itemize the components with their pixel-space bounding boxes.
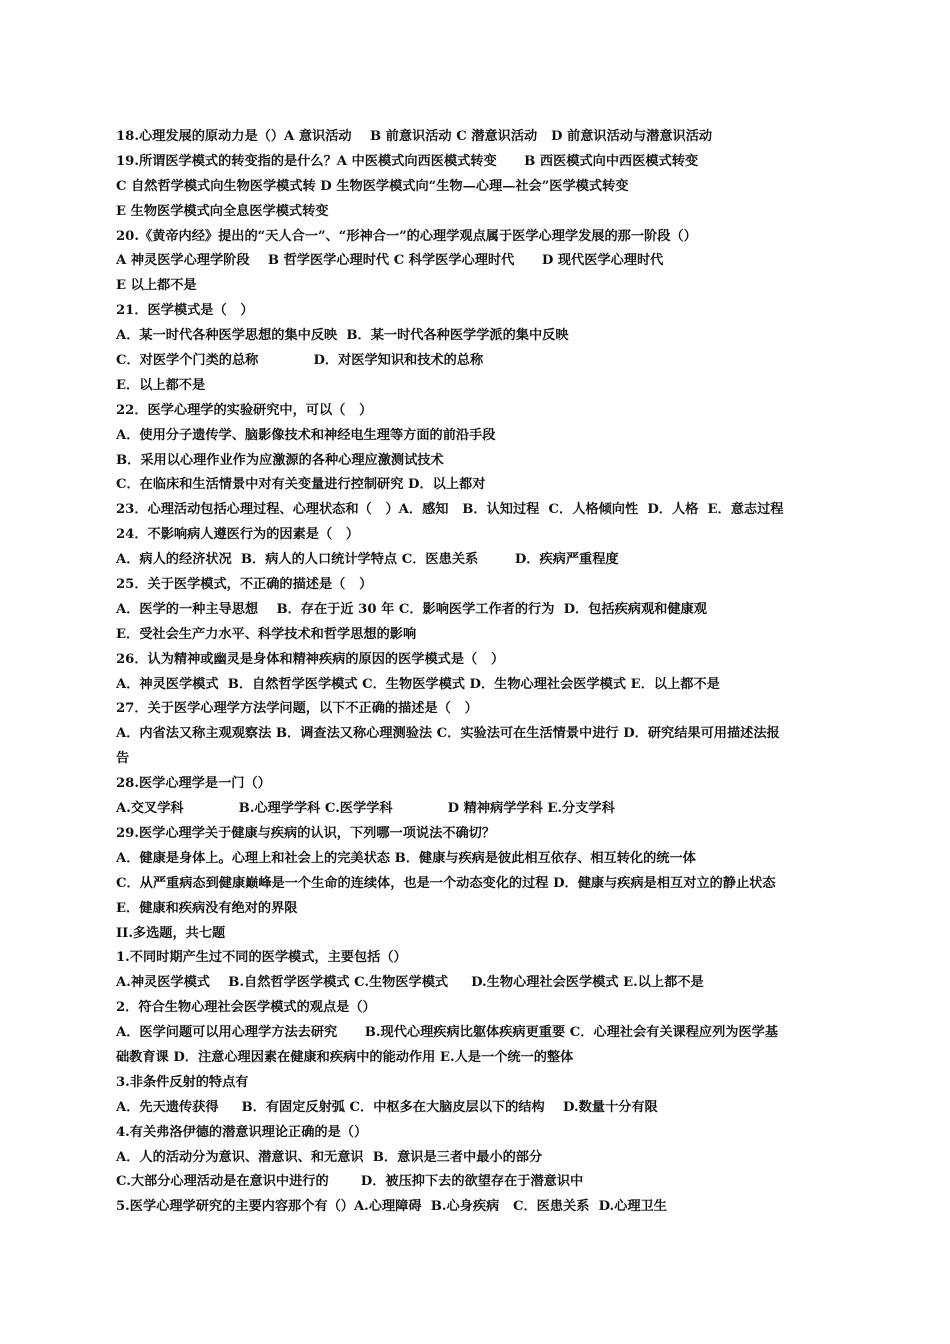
mc-question-1-stem: 1.不同时期产生过不同的医学模式，主要包括（） <box>116 950 407 966</box>
mc-question-4-options-cd: C.大部分心理活动是在意识中进行的 D．被压抑下去的欲望存在于潜意识中 <box>116 1174 584 1190</box>
question-20-options-ad: A 神灵医学心理学阶段 B 哲学医学心理时代 C 科学医学心理时代 D 现代医学心理时代 <box>116 253 664 269</box>
question-27-stem: 27．关于医学心理学方法学问题，以下不正确的描述是（ ） <box>116 701 478 717</box>
question-27-options-cont: 告 <box>116 751 130 767</box>
question-28-options: A.交叉学科 B.心理学学科 C.医学学科 D 精神病学学科 E.分支学科 <box>116 801 615 817</box>
question-28-stem: 28.医学心理学是一门（） <box>116 776 271 792</box>
question-26-options: A．神灵医学模式 B．自然哲学医学模式 C．生物医学模式 D．生物心理社会医学模式 E．以上都不是 <box>116 676 720 692</box>
question-20-option-e: E 以上都不是 <box>116 278 197 294</box>
question-21-options-ab: A．某一时代各种医学思想的集中反映 B．某一时代各种医学学派的集中反映 <box>116 328 569 344</box>
question-21-options-cd: C．对医学个门类的总称 D．对医学知识和技术的总称 <box>116 353 484 369</box>
question-29-stem: 29.医学心理学关于健康与疾病的认识，下列哪一项说法不确切？ <box>116 825 496 841</box>
question-29-option-e: E．健康和疾病没有绝对的界限 <box>116 900 298 916</box>
mc-question-3-stem: 3.非条件反射的特点有 <box>116 1074 249 1090</box>
question-25-options-ad: A．医学的一种主导思想 B．存在于近 30 年 C．影响医学工作者的行为 D．包括疾病观和健康观 <box>116 601 707 617</box>
question-21-stem: 21．医学模式是（ ） <box>116 303 254 319</box>
question-22-options-cd: C．在临床和生活情景中对有关变量进行控制研究 D．以上都对 <box>116 477 486 493</box>
question-27-options: A．内省法又称主观观察法 B．调查法又称心理测验法 C．实验法可在生活情景中进行 D．研究结果可用描述法报 <box>116 726 780 742</box>
question-19-line: 19.所谓医学模式的转变指的是什么？A 中医模式向西医模式转变 B 西医模式向中西医模式转变 <box>116 153 699 169</box>
question-19-option-e: E 生物医学模式向全息医学模式转变 <box>116 203 329 219</box>
mc-question-1-options: A.神灵医学模式 B.自然哲学医学模式 C.生物医学模式 D.生物心理社会医学模式 E.以上都不是 <box>116 975 704 991</box>
question-26-stem: 26．认为精神或幽灵是身体和精神疾病的原因的医学模式是（ ） <box>116 651 505 667</box>
mc-question-4-options-ab: A．人的活动分为意识、潜意识、和无意识 B．意识是三者中最小的部分 <box>116 1149 543 1165</box>
section-heading-multiple-choice: II.多选题，共七题 <box>116 925 226 941</box>
mc-question-5-line: 5.医学心理学研究的主要内容那个有（）A.心理障碍 B.心身疾病 C．医患关系 D.心理卫生 <box>116 1199 667 1215</box>
question-24-stem: 24．不影响病人遵医行为的因素是（ ） <box>116 527 360 543</box>
question-23-line: 23．心理活动包括心理过程、心理状态和（ ）A．感知 B．认知过程 C．人格倾向性 D．人格 E．意志过程 <box>116 502 784 518</box>
question-18-line: 18.心理发展的原动力是（）A 意识活动 B 前意识活动 C 潜意识活动 D 前意识活动与潜意识活动 <box>116 129 713 144</box>
mc-question-3-options: A．先天遗传获得 B．有固定反射弧 C．中枢多在大脑皮层以下的结构 D.数量十分有限 <box>116 1099 658 1115</box>
document-body <box>116 125 838 1220</box>
mc-question-4-stem: 4.有关弗洛伊德的潜意识理论正确的是（） <box>116 1124 368 1140</box>
question-25-option-e: E．受社会生产力水平、科学技术和哲学思想的影响 <box>116 626 417 642</box>
question-22-option-b: B．采用以心理作业作为应激源的各种心理应激测试技术 <box>116 452 444 468</box>
question-21-option-e: E．以上都不是 <box>116 377 206 393</box>
question-22-stem: 22．医学心理学的实验研究中，可以（ ） <box>116 402 373 418</box>
question-22-option-a: A．使用分子遗传学、脑影像技术和神经电生理等方面的前沿手段 <box>116 427 496 443</box>
question-20-line: 20.《黄帝内经》提出的“天人合一”、“形神合一”的心理学观点属于医学心理学发展的那一阶段（） <box>116 228 697 244</box>
question-24-options: A．病人的经济状况 B．病人的人口统计学特点 C．医患关系 D．疾病严重程度 <box>116 552 619 568</box>
mc-question-2-options-cont: 础教育课 D．注意心理因素在健康和疾病中的能动作用 E.人是一个统一的整体 <box>116 1049 574 1065</box>
question-29-options-cd: C．从严重病态到健康巅峰是一个生命的连续体，也是一个动态变化的过程 D．健康与疾病是相互对立的静止状态 <box>116 875 776 891</box>
mc-question-2-options: A．医学问题可以用心理学方法去研究 B.现代心理疾病比躯体疾病更重要 C．心理社会有关课程应列为医学基 <box>116 1025 779 1041</box>
question-25-stem: 25．关于医学模式，不正确的描述是（ ） <box>116 577 373 593</box>
mc-question-2-stem: 2．符合生物心理社会医学模式的观点是（） <box>116 1000 376 1016</box>
question-29-options-ab: A．健康是身体上。心理上和社会上的完美状态 B．健康与疾病是彼此相互依存、相互转化的统一体 <box>116 850 696 866</box>
question-19-options-cd: C 自然哲学模式向生物医学模式转 D 生物医学模式向“生物—心理—社会”医学模式转变 <box>116 178 629 194</box>
